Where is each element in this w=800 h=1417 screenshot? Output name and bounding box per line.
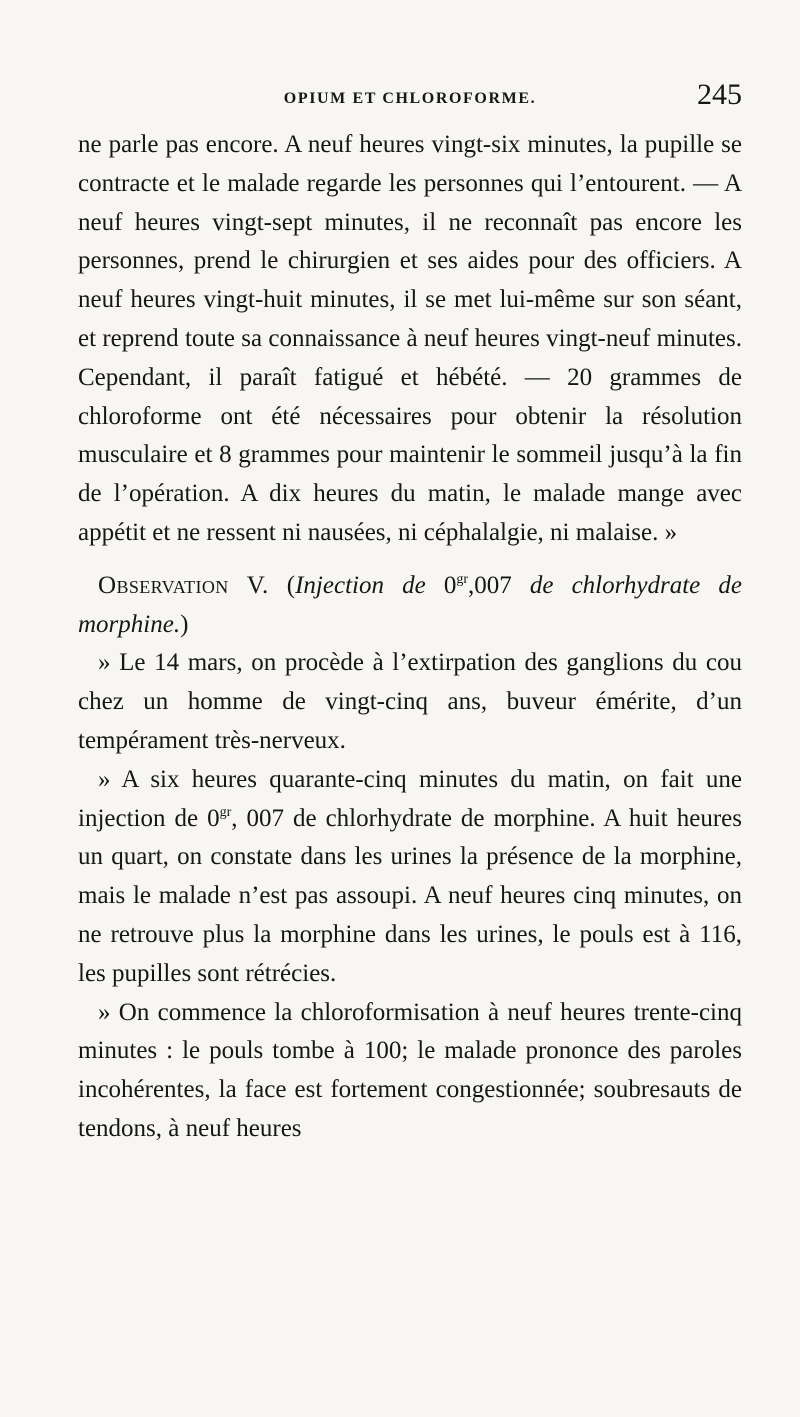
paragraph-injection-rest: , 007 de chlorhydrate de morphine. A huit heures un quart, on constate dans les urines la présence de la morphine, mais le malade n’est pas assoupi. A neuf heures cinq minutes, on ne retrouve plus la morphine dans les urines, le pouls est à 116, les pupilles sont rétrécies.: [78, 804, 742, 987]
page-number: 245: [697, 78, 742, 111]
page-header: [78, 78, 742, 118]
observation-close-paren: ): [180, 610, 189, 638]
paragraph-injection-unit: gr: [219, 804, 232, 820]
paragraph-injection: [78, 761, 742, 994]
observation-label: Observation V.: [98, 571, 269, 599]
observation-open-paren: (: [268, 571, 296, 599]
observation-dose-prefix: 0: [425, 571, 457, 599]
observation-dose-value: ,007: [467, 571, 530, 599]
paragraph-injection-start: » A six heures quarante-cinq minutes du matin, on fait une injection de 0: [78, 765, 742, 832]
observation-substance: de chlorhydrate de morphine.: [78, 571, 742, 638]
observation-heading: [78, 567, 742, 645]
paragraph-chloroformisation: » On commence la chloroformisation à neuf heures trente-cinq minutes : le pouls tombe à 100; le malade prononce des paroles incohérentes, la face est fortement congestionnée; soubresauts de tendons, à neuf heures: [78, 998, 742, 1142]
body-text: [78, 126, 742, 1149]
paragraph-case-intro: » Le 14 mars, on procède à l’extirpation des ganglions du cou chez un homme de vingt-cinq ans, buveur émérite, d’un tempérament très-nerveux.: [78, 649, 742, 754]
running-title: OPIUM ET CHLOROFORME.: [283, 90, 537, 107]
paragraph-continuation: ne parle pas encore. A neuf heures vingt-six minutes, la pupille se contracte et le malade regarde les personnes qui l’entourent. — A neuf heures vingt-sept minutes, il ne reconnaît pas encore les personnes, prend le chirurgien et ses aides pour des officiers. A neuf heures vingt-huit minutes, il se met lui-même sur son séant, et reprend toute sa connaissance à neuf heures vingt-neuf minutes. Cependant, il paraît fatigué et hébété. — 20 grammes de chloroforme ont été nécessaires pour obtenir la résolution musculaire et 8 grammes pour maintenir le sommeil jusqu’à la fin de l’opération. A dix heures du matin, le malade mange avec appétit et ne ressent ni nausées, ni céphalalgie, ni malaise. »: [78, 131, 742, 546]
observation-injection-text: Injection de: [295, 571, 426, 599]
observation-dose-unit: gr: [456, 571, 468, 587]
